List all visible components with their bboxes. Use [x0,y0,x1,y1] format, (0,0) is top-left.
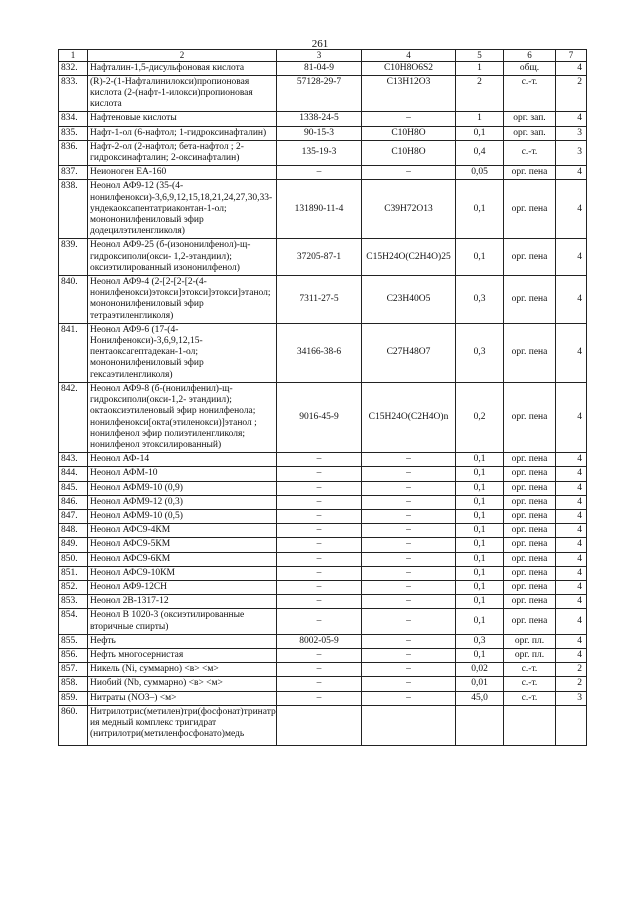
table-row [59,453,587,467]
substance-name: Неонол АФ9-12 (35-(4-нонилфенокси)-3,6,9,12,15,18,21,24,27,30,33-ундекаоксапентатриаконтан-1-ол; монононилфениловый эфир додецилэтиленгликоля) [88,180,277,239]
concentration-value: 2 [456,75,504,112]
concentration-value: 0,1 [456,595,504,609]
substance-name: Неонол АФ9-8 (б-(нонилфенил)-щ-гидроксиполи(окси-1,2- этандиил); октаоксиэтиленовый эфир нонилфенола; нонилфенокси[окта(этиленокси)]этанол ; нонилфенол эфир полиэтиленгликоля; нонилфенол этоксилированный) [88,382,277,452]
hazard-class: 4 [556,166,587,180]
substance-name: Неонол АФ9-25 (б-(изононилфенол)-щ-гидроксиполи(окси- 1,2-этандиил); оксиэтилированный изононилфенол) [88,239,277,276]
row-number: 835. [59,126,88,140]
hazard-indicator: с.-т. [504,75,556,112]
hazard-class: 4 [556,61,587,75]
hazard-indicator: с.-т. [504,663,556,677]
row-number: 834. [59,112,88,126]
table-row [59,276,587,324]
row-number: 847. [59,509,88,523]
concentration-value: 0,1 [456,467,504,481]
table-row [59,382,587,452]
hazard-indicator: орг. пена [504,467,556,481]
formula: – [362,552,456,566]
row-number: 859. [59,691,88,705]
substance-name: Неонол АФ9-12СН [88,580,277,594]
substance-name: Неонол АФС9-6КМ [88,552,277,566]
table-row [59,677,587,691]
hazard-class: 4 [556,112,587,126]
row-number: 844. [59,467,88,481]
hazard-indicator: орг. пена [504,166,556,180]
concentration-value: 0,1 [456,552,504,566]
hazard-class: 2 [556,75,587,112]
concentration-value: 0,1 [456,566,504,580]
table-row [59,580,587,594]
formula: C10H8O [362,140,456,165]
table-row [59,239,587,276]
concentration-value: 0,1 [456,648,504,662]
cas-number: 8002-05-9 [277,634,362,648]
table-row [59,323,587,382]
table-body [59,61,587,745]
concentration-value: 1 [456,112,504,126]
cas-number: – [277,538,362,552]
cas-number: – [277,663,362,677]
substance-name: Нефть [88,634,277,648]
substance-name: Нафт-1-ол (6-нафтол; 1-гидроксинафталин) [88,126,277,140]
hazard-class: 3 [556,126,587,140]
hazard-indicator: орг. пена [504,580,556,594]
substance-name: Неонол АФС9-4КМ [88,524,277,538]
header-col-7: 7 [556,50,587,62]
formula: – [362,691,456,705]
substance-name: (R)-2-(1-Нафталинилокси)пропионовая кислота (2-(нафт-1-илокси)пропионовая кислота [88,75,277,112]
cas-number: – [277,495,362,509]
concentration-value: 0,1 [456,538,504,552]
row-number: 842. [59,382,88,452]
hazard-indicator: орг. пена [504,509,556,523]
header-row [59,50,587,62]
cas-number: 9016-45-9 [277,382,362,452]
cas-number: – [277,580,362,594]
cas-number: 135-19-3 [277,140,362,165]
concentration-value: 0,1 [456,453,504,467]
substance-name: Нафталин-1,5-дисульфоновая кислота [88,61,277,75]
row-number: 836. [59,140,88,165]
cas-number: – [277,453,362,467]
concentration-value: 0,1 [456,495,504,509]
formula: – [362,453,456,467]
header-col-1: 1 [59,50,88,62]
hazard-indicator: орг. зап. [504,126,556,140]
formula: – [362,538,456,552]
row-number: 838. [59,180,88,239]
formula: C15H24O(C2H4O)n [362,382,456,452]
hazard-indicator: орг. пена [504,453,556,467]
substance-name: Неонол АФМ9-12 (0,3) [88,495,277,509]
row-number: 837. [59,166,88,180]
row-number: 841. [59,323,88,382]
formula: C13H12O3 [362,75,456,112]
hazard-indicator: орг. пена [504,239,556,276]
substances-table [58,49,587,746]
header-col-2: 2 [88,50,277,62]
concentration-value: 0,01 [456,677,504,691]
concentration-value: 0,05 [456,166,504,180]
hazard-indicator: с.-т. [504,677,556,691]
cas-number: 37205-87-1 [277,239,362,276]
substance-name: Неонол АФС9-10КМ [88,566,277,580]
row-number: 840. [59,276,88,324]
concentration-value: 0,1 [456,580,504,594]
hazard-indicator: с.-т. [504,140,556,165]
cas-number: – [277,552,362,566]
hazard-indicator: орг. пена [504,566,556,580]
table-row [59,112,587,126]
formula: – [362,677,456,691]
hazard-class: 4 [556,648,587,662]
row-number: 860. [59,705,88,745]
table-row [59,509,587,523]
substance-name: Неонол АФМ-10 [88,467,277,481]
cas-number: 131890-11-4 [277,180,362,239]
row-number: 855. [59,634,88,648]
cas-number: 7311-27-5 [277,276,362,324]
hazard-class: 4 [556,453,587,467]
substance-name: Неонол 2В-1317-12 [88,595,277,609]
hazard-class: 4 [556,495,587,509]
header-col-3: 3 [277,50,362,62]
hazard-indicator: общ. [504,61,556,75]
hazard-indicator [504,705,556,745]
concentration-value: 0,1 [456,509,504,523]
hazard-class: 4 [556,481,587,495]
formula: – [362,648,456,662]
hazard-indicator: орг. зап. [504,112,556,126]
hazard-indicator: орг. пена [504,552,556,566]
table-row [59,609,587,634]
hazard-indicator: орг. пл. [504,634,556,648]
row-number: 858. [59,677,88,691]
table-row [59,538,587,552]
formula: – [362,595,456,609]
header-col-5: 5 [456,50,504,62]
hazard-indicator: орг. пена [504,382,556,452]
substance-name: Неионоген ЕА-160 [88,166,277,180]
formula: – [362,580,456,594]
hazard-class: 4 [556,634,587,648]
concentration-value: 0,1 [456,126,504,140]
formula: C15H24O(C2H4O)25 [362,239,456,276]
hazard-class: 4 [556,382,587,452]
concentration-value: 0,4 [456,140,504,165]
formula: C10H8O [362,126,456,140]
row-number: 857. [59,663,88,677]
concentration-value: 0,3 [456,323,504,382]
table-row [59,126,587,140]
table-row [59,180,587,239]
substance-name: Нитраты (NO3–) <м> [88,691,277,705]
substance-name: Нитрилотрис(метилен)три(фосфонат)тринатр ия медный комплекс тригидрат (нитрилотри(метиленфосфонато)медь [88,705,277,745]
header-col-4: 4 [362,50,456,62]
row-number: 852. [59,580,88,594]
row-number: 856. [59,648,88,662]
hazard-class: 4 [556,509,587,523]
substance-name: Неонол В 1020-3 (оксиэтилированные вторичные спирты) [88,609,277,634]
hazard-class [556,705,587,745]
row-number: 851. [59,566,88,580]
row-number: 832. [59,61,88,75]
row-number: 839. [59,239,88,276]
table-row [59,75,587,112]
substance-name: Нефть многосернистая [88,648,277,662]
table-row [59,566,587,580]
formula: – [362,166,456,180]
concentration-value: 1 [456,61,504,75]
formula: C23H40O5 [362,276,456,324]
cas-number: – [277,566,362,580]
substance-name: Неонол АФМ9-10 (0,5) [88,509,277,523]
row-number: 843. [59,453,88,467]
formula: C27H48O7 [362,323,456,382]
cas-number: – [277,691,362,705]
formula: – [362,112,456,126]
concentration-value: 0,02 [456,663,504,677]
concentration-value: 0,3 [456,276,504,324]
row-number: 853. [59,595,88,609]
substance-name: Неонол АФ9-6 (17-(4-Нонилфенокси)-3,6,9,12,15-пентаоксагептадекан-1-ол; монононилфениловый эфир гексаэтиленгликоля) [88,323,277,382]
formula: – [362,467,456,481]
table-row [59,166,587,180]
formula: – [362,566,456,580]
substance-name: Нафтеновые кислоты [88,112,277,126]
hazard-class: 2 [556,663,587,677]
hazard-class: 3 [556,140,587,165]
cas-number [277,705,362,745]
cas-number: – [277,467,362,481]
hazard-class: 4 [556,595,587,609]
table-row [59,552,587,566]
table-row [59,61,587,75]
hazard-class: 3 [556,691,587,705]
cas-number: – [277,677,362,691]
hazard-class: 4 [556,180,587,239]
hazard-indicator: орг. пена [504,609,556,634]
formula [362,705,456,745]
concentration-value: 0,1 [456,180,504,239]
formula: C10H8O6S2 [362,61,456,75]
cas-number: 90-15-3 [277,126,362,140]
row-number: 845. [59,481,88,495]
cas-number: – [277,595,362,609]
table-row [59,140,587,165]
concentration-value: 0,2 [456,382,504,452]
formula: – [362,481,456,495]
formula: – [362,509,456,523]
hazard-indicator: орг. пена [504,538,556,552]
table-row [59,524,587,538]
hazard-indicator: орг. пл. [504,648,556,662]
cas-number: 34166-38-6 [277,323,362,382]
substance-name: Неонол АФМ9-10 (0,9) [88,481,277,495]
row-number: 833. [59,75,88,112]
table-row [59,467,587,481]
concentration-value: 45,0 [456,691,504,705]
hazard-class: 4 [556,609,587,634]
hazard-class: 4 [556,323,587,382]
concentration-value: 0,3 [456,634,504,648]
formula: – [362,524,456,538]
substance-name: Неонол АФ9-4 (2-[2-[2-[2-(4-нонилфенокси)этокси]этокси]этокси]этанол; монононилфениловый эфир тетраэтиленгликоля) [88,276,277,324]
cas-number: – [277,166,362,180]
concentration-value: 0,1 [456,609,504,634]
hazard-indicator: орг. пена [504,323,556,382]
page-number: 261 [311,38,329,50]
formula: – [362,634,456,648]
row-number: 848. [59,524,88,538]
row-number: 854. [59,609,88,634]
formula: – [362,609,456,634]
hazard-indicator: орг. пена [504,595,556,609]
hazard-indicator: орг. пена [504,180,556,239]
table-row [59,663,587,677]
table-row [59,691,587,705]
substance-name: Никель (Ni, суммарно) <в> <м> [88,663,277,677]
hazard-class: 4 [556,276,587,324]
hazard-class: 4 [556,524,587,538]
substance-name: Ниобий (Nb, суммарно) <в> <м> [88,677,277,691]
cas-number: – [277,648,362,662]
concentration-value: 0,1 [456,481,504,495]
formula: C39H72O13 [362,180,456,239]
hazard-indicator: с.-т. [504,691,556,705]
header-col-6: 6 [504,50,556,62]
table-row [59,595,587,609]
table-row [59,648,587,662]
substance-name: Нафт-2-ол (2-нафтол; бета-нафтол ; 2-гидроксинафталин; 2-оксинафталин) [88,140,277,165]
hazard-class: 2 [556,677,587,691]
table-row [59,481,587,495]
cas-number: 57128-29-7 [277,75,362,112]
cas-number: 81-04-9 [277,61,362,75]
substance-name: Неонол АФС9-5КМ [88,538,277,552]
hazard-indicator: орг. пена [504,276,556,324]
hazard-indicator: орг. пена [504,495,556,509]
hazard-class: 4 [556,552,587,566]
hazard-class: 4 [556,467,587,481]
cas-number: – [277,509,362,523]
table-row [59,495,587,509]
table-row [59,634,587,648]
formula: – [362,495,456,509]
cas-number: – [277,481,362,495]
row-number: 849. [59,538,88,552]
hazard-class: 4 [556,580,587,594]
formula: – [362,663,456,677]
hazard-indicator: орг. пена [504,524,556,538]
table-row [59,705,587,745]
concentration-value [456,705,504,745]
concentration-value: 0,1 [456,239,504,276]
cas-number: 1338-24-5 [277,112,362,126]
hazard-class: 4 [556,538,587,552]
concentration-value: 0,1 [456,524,504,538]
hazard-class: 4 [556,239,587,276]
row-number: 846. [59,495,88,509]
cas-number: – [277,609,362,634]
hazard-class: 4 [556,566,587,580]
hazard-indicator: орг. пена [504,481,556,495]
cas-number: – [277,524,362,538]
substance-name: Неонол АФ-14 [88,453,277,467]
row-number: 850. [59,552,88,566]
